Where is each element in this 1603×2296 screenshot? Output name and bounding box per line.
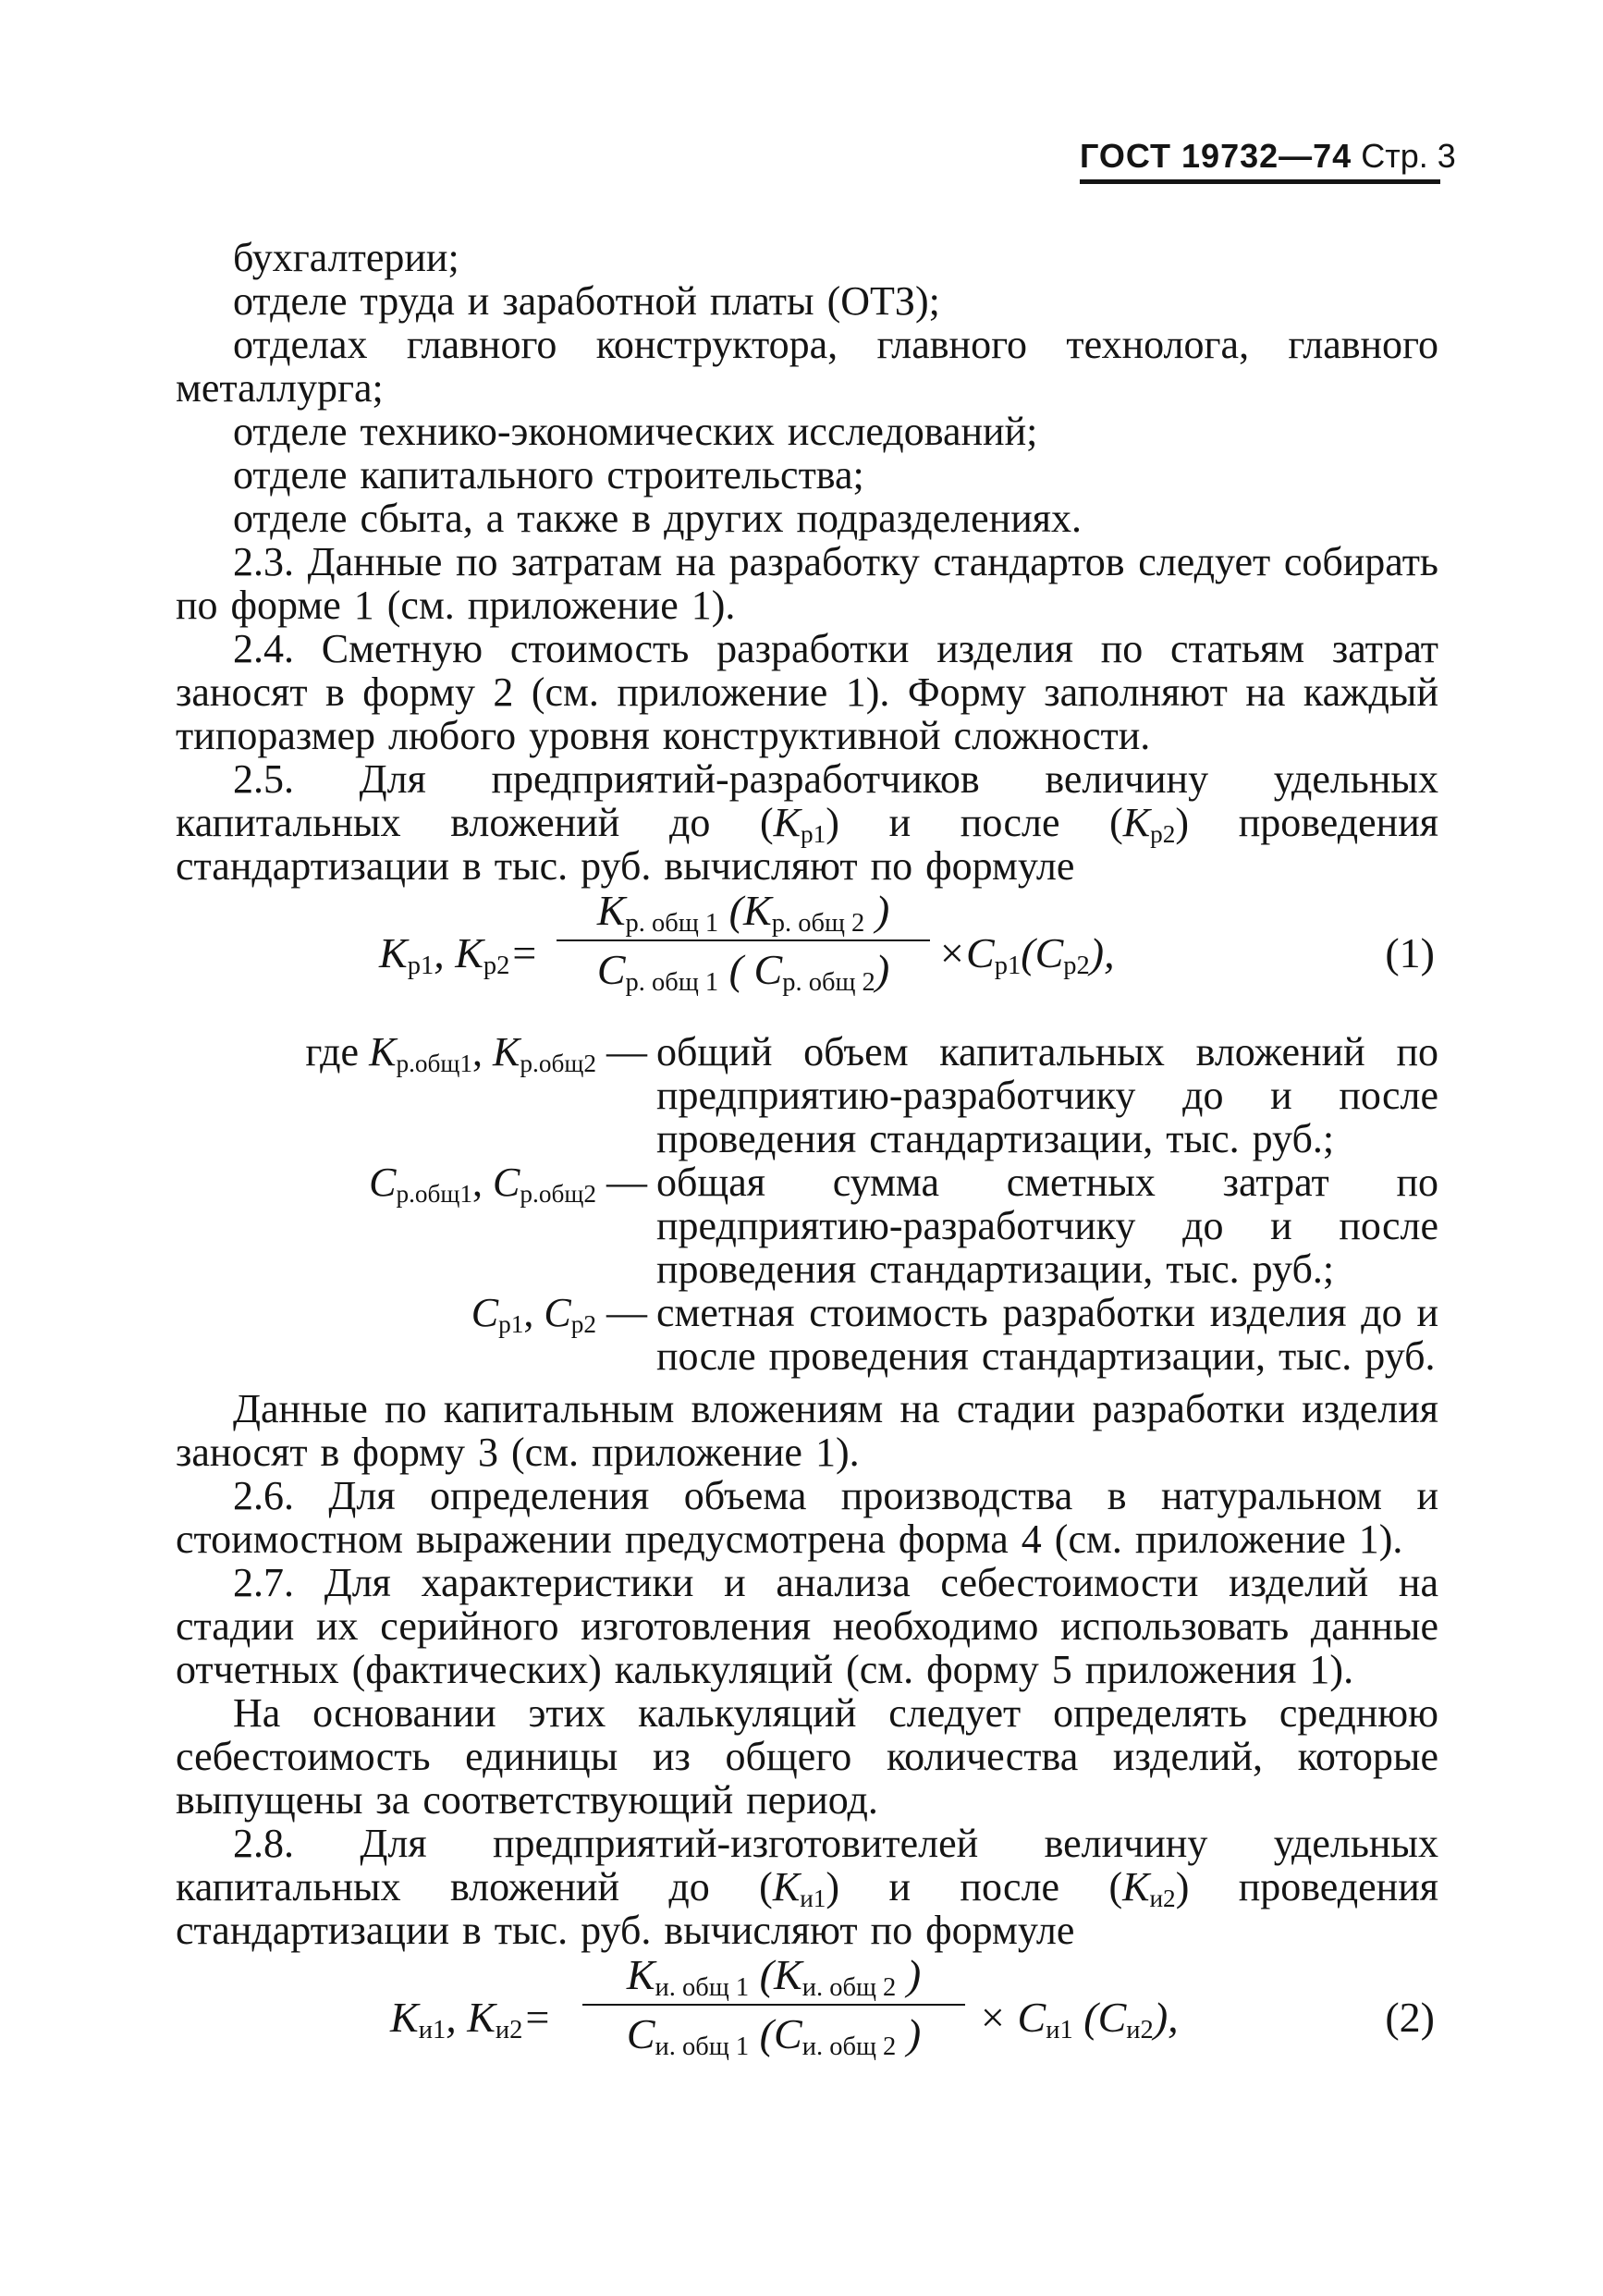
subscript: р.общ1 — [396, 1179, 473, 1208]
formula-rhs — [937, 929, 1115, 981]
page-number: Стр. 3 — [1361, 137, 1456, 175]
symbol: K — [774, 1951, 802, 1998]
paren: ( — [759, 1951, 774, 1998]
comma: , — [434, 929, 445, 976]
definition-term — [176, 1029, 656, 1077]
symbol: K — [369, 1029, 397, 1074]
subscript: и2 — [495, 2016, 523, 2045]
paren: ) — [906, 1951, 922, 1998]
symbol: K — [626, 1951, 655, 1998]
fraction-denominator — [582, 2006, 965, 2062]
comma: , — [472, 1029, 483, 1074]
formula-number: (2) — [1385, 1994, 1435, 2041]
symbol: C — [626, 2010, 655, 2057]
symbol: C — [753, 946, 783, 993]
definition-row — [176, 1160, 1438, 1291]
section-2-3: 2.3. Данные по затратам на разработку стандартов следует собирать по форме 1 (см. приложение 1). — [176, 539, 1438, 628]
paragraph: Данные по капитальным вложениям на стадии разработки изделия заносят в форму 3 (см. приложение 1). — [176, 1386, 1438, 1475]
subscript: р.общ2 — [520, 1049, 596, 1077]
subscript: р.общ1 — [396, 1049, 473, 1077]
paren: ) — [1153, 1994, 1169, 2041]
definition-prefix: где — [305, 1029, 360, 1074]
header-rule — [1080, 179, 1440, 184]
subscript: и. общ 1 — [655, 2032, 750, 2062]
symbol: K — [390, 1994, 419, 2041]
paragraph: отделах главного конструктора, главного технолога, главного металлурга; — [176, 322, 1438, 411]
symbol: K — [1122, 800, 1151, 845]
standard-code: ГОСТ 19732—74 — [1080, 137, 1352, 175]
subscript: и1 — [800, 1884, 826, 1912]
comma: , — [472, 1160, 483, 1205]
subscript: р. общ 2 — [782, 968, 875, 998]
paren: ( — [759, 2010, 774, 2057]
symbol: C — [774, 2010, 802, 2057]
definition-term — [176, 1290, 656, 1338]
paren: ( — [1083, 1994, 1098, 2041]
symbol: C — [1097, 1994, 1127, 2041]
paragraph: отделе сбыта, а также в других подразделениях. — [233, 496, 1083, 541]
symbol: C — [1017, 1994, 1046, 2041]
fraction-numerator — [557, 887, 930, 941]
formula-1 — [176, 887, 1438, 1023]
paragraph-text: ) проведения стандартизации в тыс. руб. вычисляют по формуле — [176, 800, 1439, 889]
subscript: р1 — [498, 1309, 524, 1338]
paragraph: На основании этих калькуляций следует определять среднюю себестоимость единицы из общего количества изделий, которые выпущены за соответствующий период. — [176, 1690, 1438, 1823]
formula-lhs — [379, 929, 539, 981]
paren: ( — [728, 887, 743, 934]
comma: , — [446, 1994, 457, 2041]
comma: , — [523, 1290, 534, 1335]
definition-row — [176, 1291, 1438, 1378]
subscript: р2 — [1063, 952, 1090, 981]
paren: ( — [1021, 929, 1035, 976]
subscript: р. общ 2 — [771, 909, 865, 939]
definition-text: общая сумма сметных затрат по предприятию-разработчику до и после проведения стандартизации, тыс. руб.; — [656, 1160, 1438, 1292]
multiply-sign: × — [937, 929, 967, 976]
definition-row — [176, 1030, 1438, 1160]
symbol: C — [544, 1290, 571, 1335]
section-2-4: 2.4. Сметную стоимость разработки изделия по статьям затрат заносят в форму 2 (см. приложение 1). Форму заполняют на каждый типоразмер любого уровня конструктивной сложности. — [176, 626, 1438, 758]
paragraph: отделе капитального строительства; — [233, 452, 864, 497]
page-header — [1080, 137, 1456, 176]
dash: — — [606, 1290, 647, 1335]
symbol: K — [1122, 1864, 1150, 1909]
subscript: р2 — [570, 1309, 596, 1338]
symbol: K — [379, 929, 408, 976]
section-2-5 — [176, 757, 1438, 888]
fraction — [557, 887, 930, 998]
paragraph: бухгалтерии; — [233, 235, 459, 280]
paragraph-text: ) и после ( — [826, 1864, 1123, 1909]
subscript: и. общ 2 — [802, 2032, 897, 2062]
symbol: C — [596, 946, 626, 993]
subscript: р1 — [801, 819, 826, 848]
paragraph-text: 2.8. Для предприятий-изготовителей величину удельных капитальных вложений до ( — [176, 1821, 1438, 1909]
paren: ) — [875, 887, 890, 934]
paragraph-text: 2.5. Для предприятий-разработчиков величину удельных капитальных вложений до ( — [176, 756, 1438, 845]
symbol: C — [1034, 929, 1064, 976]
symbol: C — [966, 929, 995, 976]
formula-lhs — [390, 1994, 552, 2045]
subscript: р2 — [1150, 819, 1176, 848]
definition-term — [176, 1160, 656, 1208]
section-2-8 — [176, 1822, 1438, 1952]
subscript: и1 — [418, 2016, 447, 2045]
equals-sign: = — [522, 1994, 552, 2041]
formula-2 — [176, 1951, 1438, 2087]
subscript: р1 — [407, 952, 434, 981]
equals-sign: = — [509, 929, 539, 976]
subscript: и2 — [1126, 2016, 1154, 2045]
symbol: K — [455, 929, 483, 976]
subscript: и1 — [1046, 2016, 1073, 2045]
dash: — — [606, 1029, 647, 1074]
subscript: р.общ2 — [520, 1179, 596, 1208]
paren: ) — [1089, 929, 1105, 976]
fraction-denominator — [557, 941, 930, 998]
paren: ( — [728, 946, 743, 993]
section-2-6: 2.6. Для определения объема производства в натуральном и стоимостном выражении предусмотрена форма 4 (см. приложение 1). — [176, 1473, 1438, 1562]
subscript: и. общ 2 — [802, 1973, 897, 2003]
definition-text: сметная стоимость разработки изделия до и после проведения стандартизации, тыс. руб. — [656, 1290, 1438, 1379]
comma: , — [1104, 929, 1115, 976]
subscript: и. общ 1 — [655, 1973, 750, 2003]
symbol: K — [596, 887, 626, 934]
document-body — [176, 236, 1438, 2094]
paren: ) — [906, 2010, 922, 2057]
symbol: K — [773, 800, 802, 845]
fraction-numerator — [582, 1951, 965, 2006]
section-2-7: 2.7. Для характеристики и анализа себестоимости изделий на стадии их серийного изготовления необходимо использовать данные отчетных (фактических) калькуляций (см. форму 5 приложения 1). — [176, 1560, 1438, 1692]
formula-rhs — [978, 1994, 1179, 2045]
paragraph-text: ) проведения стандартизации в тыс. руб. вычисляют по формуле — [176, 1864, 1439, 1953]
paragraph: отделе технико-экономических исследований; — [233, 409, 1038, 454]
symbol: K — [493, 1029, 520, 1074]
symbol: K — [743, 887, 772, 934]
symbol: C — [493, 1160, 520, 1205]
paragraph-text: ) и после ( — [826, 800, 1123, 845]
paren: ) — [875, 946, 890, 993]
symbol: K — [467, 1994, 496, 2041]
comma: , — [1168, 1994, 1179, 2041]
subscript: и2 — [1149, 1884, 1176, 1912]
subscript: р. общ 1 — [625, 909, 719, 939]
subscript: р1 — [994, 952, 1022, 981]
fraction — [582, 1951, 965, 2062]
multiply-sign: × — [978, 1994, 1008, 2041]
definition-text: общий объем капитальных вложений по предприятию-разработчику до и после проведения стандартизации, тыс. руб.; — [656, 1029, 1438, 1161]
symbol: C — [369, 1160, 397, 1205]
paragraph: отделе труда и заработной платы (ОТЗ); — [233, 278, 940, 324]
symbol: C — [471, 1290, 499, 1335]
definitions-list — [176, 1030, 1438, 1378]
subscript: р. общ 1 — [625, 968, 719, 998]
subscript: р2 — [483, 952, 510, 981]
symbol: K — [772, 1864, 801, 1909]
dash: — — [606, 1160, 647, 1205]
formula-number: (1) — [1385, 929, 1435, 976]
